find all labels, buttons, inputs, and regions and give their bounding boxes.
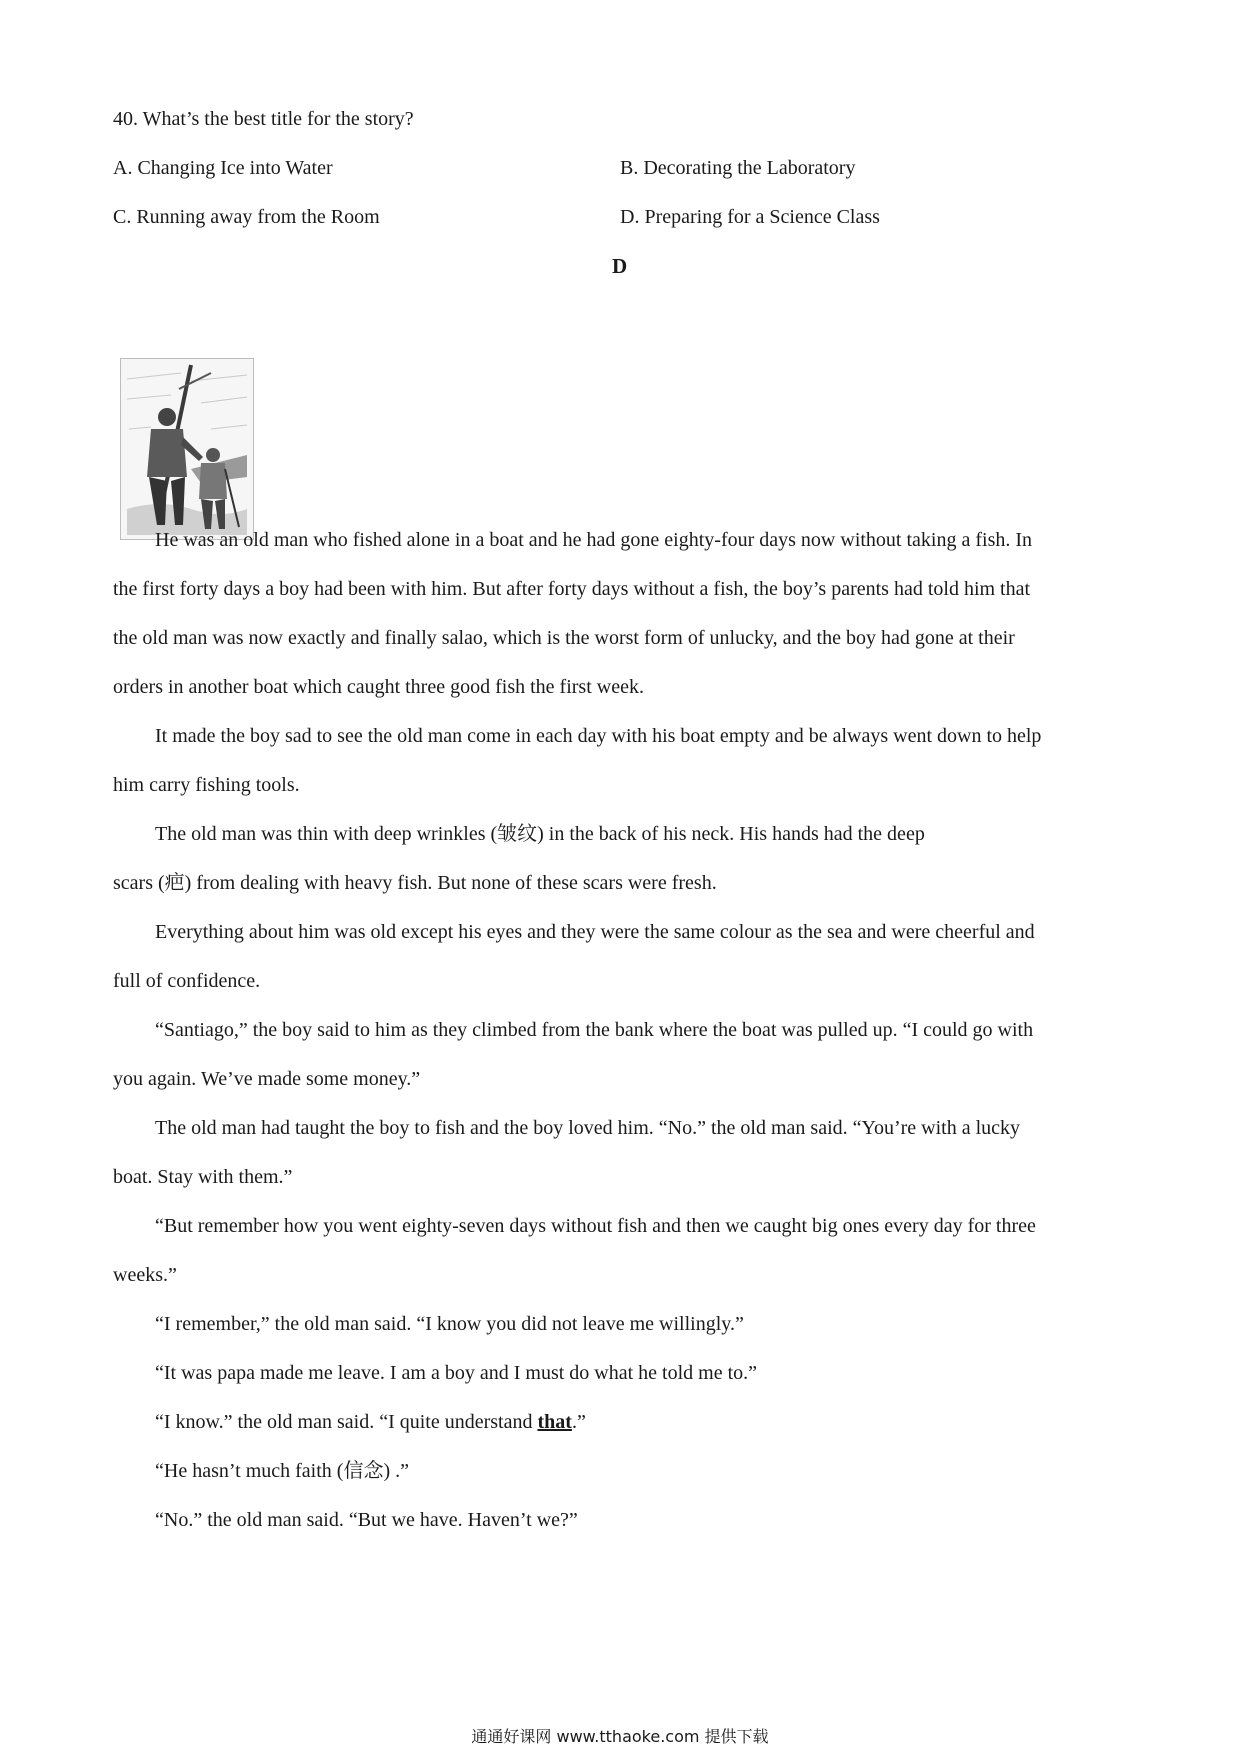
paragraph-1-line-4: orders in another boat which caught three good fish the first week. xyxy=(113,676,644,698)
section-label: D xyxy=(612,254,628,278)
paragraph-11 xyxy=(113,1459,1128,1508)
option-b: B. Decorating the Laboratory xyxy=(620,157,856,179)
paragraph-11-line: “He hasn’t much faith (信念) .” xyxy=(155,1460,409,1482)
paragraph-4 xyxy=(113,920,1128,1018)
paragraph-5-line-1: “Santiago,” the boy said to him as they climbed from the bank where the boat was pulled up. “I could go with xyxy=(155,1019,1034,1041)
illustration-drawing xyxy=(121,359,253,539)
paragraph-2 xyxy=(113,724,1128,822)
old-man-and-boy-illustration xyxy=(120,358,254,540)
paragraph-3-line-2: scars (疤) from dealing with heavy fish. But none of these scars were fresh. xyxy=(113,872,717,894)
paragraph-4-line-1: Everything about him was old except his eyes and they were the same colour as the sea and were cheerful and xyxy=(155,921,1035,943)
paragraph-8 xyxy=(113,1312,1128,1361)
paragraph-7-line-2: weeks.” xyxy=(113,1264,177,1286)
underlined-word-that: that xyxy=(537,1411,572,1433)
paragraph-12 xyxy=(113,1508,1128,1557)
paragraph-12-line: “No.” the old man said. “But we have. Haven’t we?” xyxy=(155,1509,578,1531)
paragraph-2-line-1: It made the boy sad to see the old man come in each day with his boat empty and be always went down to help xyxy=(155,725,1042,747)
page-footer: 通通好课网 www.tthaoke.com 提供下载 xyxy=(471,1727,769,1746)
paragraph-1-line-3: the old man was now exactly and finally salao, which is the worst form of unlucky, and the boy had gone at their xyxy=(113,627,1015,649)
paragraph-1-line-1: He was an old man who fished alone in a boat and he had gone eighty-four days now without taking a fish. In xyxy=(155,529,1033,551)
paragraph-6-line-2: boat. Stay with them.” xyxy=(113,1166,293,1188)
paragraph-9 xyxy=(113,1361,1128,1410)
option-c: C. Running away from the Room xyxy=(113,206,380,228)
paragraph-10 xyxy=(113,1410,1128,1459)
paragraph-6-line-1: The old man had taught the boy to fish and the boy loved him. “No.” the old man said. “You’re with a lucky xyxy=(155,1117,1021,1139)
paragraph-7-line-1: “But remember how you went eighty-seven days without fish and then we caught big ones every day for three xyxy=(155,1215,1036,1237)
paragraph-7 xyxy=(113,1214,1128,1312)
paragraph-4-line-2: full of confidence. xyxy=(113,970,261,992)
paragraph-8-line: “I remember,” the old man said. “I know you did not leave me willingly.” xyxy=(155,1313,744,1335)
paragraph-10-text-after: .” xyxy=(571,1411,586,1433)
paragraph-9-line: “It was papa made me leave. I am a boy and I must do what he told me to.” xyxy=(155,1362,758,1384)
question-title: 40. What’s the best title for the story? xyxy=(113,108,414,130)
paragraph-1-line-2: the first forty days a boy had been with him. But after forty days without a fish, the boy’s parents had told him that xyxy=(113,578,1031,600)
paragraph-10-text-before: “I know.” the old man said. “I quite understand xyxy=(155,1411,538,1433)
paragraph-5 xyxy=(113,1018,1128,1116)
paragraph-5-line-2: you again. We’ve made some money.” xyxy=(113,1068,421,1090)
paragraph-3 xyxy=(113,822,1128,920)
paragraph-2-line-2: him carry fishing tools. xyxy=(113,774,300,796)
paragraph-10-line xyxy=(113,1410,1128,1459)
paragraph-6 xyxy=(113,1116,1128,1214)
paragraph-3-line-1: The old man was thin with deep wrinkles (皱纹) in the back of his neck. His hands had the deep xyxy=(155,823,925,845)
paragraph-1 xyxy=(113,528,1128,724)
option-a: A. Changing Ice into Water xyxy=(113,157,333,179)
option-d: D. Preparing for a Science Class xyxy=(620,206,880,228)
